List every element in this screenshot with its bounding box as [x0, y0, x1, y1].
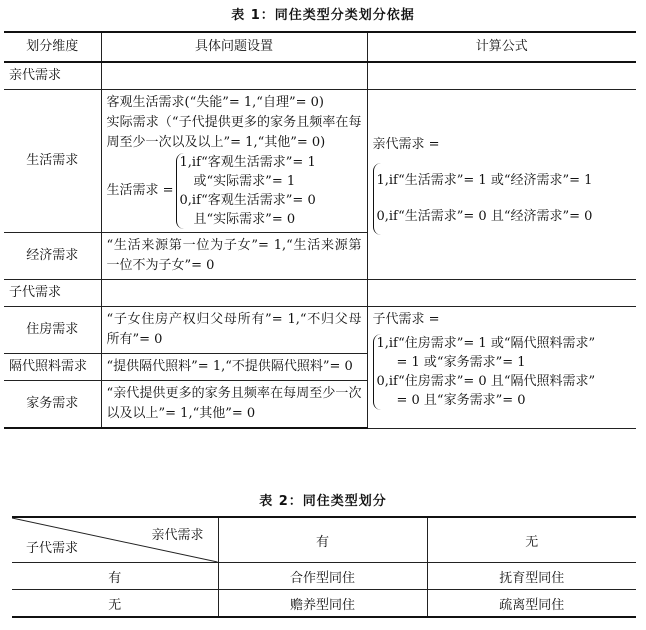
objective-need-text: 客观生活需求(“失能”= 1,“自理”= 0) — [106, 95, 324, 110]
life-need-row — [4, 90, 636, 233]
child-case2-line1: 0,if“住房需求”= 0 且“隔代照料需求” — [376, 374, 596, 389]
parent-case2: 0,if“生活需求”= 0 且“经济需求”= 0 — [376, 208, 593, 224]
cohabitation-type-table — [12, 516, 636, 618]
classification-basis-table — [4, 31, 636, 429]
parent-formula-cell — [367, 90, 636, 280]
life-case2-line1: 0,if“客观生活需求”= 0 — [179, 193, 316, 208]
child-formula-cell — [367, 307, 636, 429]
child-case2-line2: = 0 且“家务需求”= 0 — [396, 393, 526, 408]
life-case1-line2: 或“实际需求”= 1 — [193, 174, 296, 189]
childcare-need-dimension: 隔代照料需求 — [4, 354, 101, 381]
diagonal-corner-cell — [12, 517, 218, 563]
housing-need-row — [4, 307, 636, 354]
parent-section-row — [4, 62, 636, 90]
housing-need-setting: “子女住房产权归父母所有”= 1,“不归父母所有”= 0 — [101, 307, 367, 354]
life-need-piecewise — [107, 153, 362, 229]
type-nurturing: 抚育型同住 — [427, 563, 636, 590]
parent-formula-brace — [373, 163, 632, 235]
table2-caption: 表 2：同住类型划分 — [259, 494, 387, 509]
child-case1-line1: 1,if“住房需求”= 1 或“隔代照料需求” — [376, 336, 596, 351]
table2-header-row — [12, 517, 636, 563]
row-label-no: 无 — [12, 590, 218, 618]
life-need-dimension: 生活需求 — [4, 90, 101, 233]
corner-child-need: 子代需求 — [26, 541, 79, 556]
table2-row — [12, 563, 636, 590]
type-support: 赡养型同住 — [218, 590, 427, 618]
child-section-row — [4, 280, 636, 307]
actual-need-text: 实际需求（“子代提供更多的家务且频率在每周至少一次以及以上”= 1,“其他”= 0) — [106, 115, 362, 150]
header-setting: 具体问题设置 — [101, 32, 367, 62]
childcare-need-setting: “提供隔代照料”= 1,“不提供隔代照料”= 0 — [101, 354, 367, 381]
child-case1-line2: = 1 或“家务需求”= 1 — [396, 355, 526, 370]
econ-need-dimension: 经济需求 — [4, 233, 101, 280]
type-cooperative: 合作型同住 — [218, 563, 427, 590]
parent-formula-label: 亲代需求 = — [372, 136, 440, 152]
child-formula-brace — [373, 334, 632, 410]
chores-need-dimension: 家务需求 — [4, 381, 101, 429]
header-dimension: 划分维度 — [4, 32, 101, 62]
type-estranged: 疏离型同住 — [427, 590, 636, 618]
col-header-no: 无 — [427, 517, 636, 563]
chores-need-setting: “亲代提供更多的家务且频率在每周至少一次以及以上”= 1,“其他”= 0 — [101, 381, 367, 429]
table1-caption: 表 1：同住类型分类划分依据 — [231, 8, 415, 23]
child-formula-label: 子代需求 = — [372, 312, 440, 327]
life-need-setting — [101, 90, 367, 233]
row-label-yes: 有 — [12, 563, 218, 590]
parent-case1: 1,if“生活需求”= 1 或“经济需求”= 1 — [376, 172, 593, 188]
life-case2-line2: 且“实际需求”= 0 — [193, 212, 296, 227]
econ-need-setting: “生活来源第一位为子女”= 1,“生活来源第一位不为子女”= 0 — [101, 233, 367, 280]
housing-need-dimension: 住房需求 — [4, 307, 101, 354]
col-header-yes: 有 — [218, 517, 427, 563]
life-case1-line1: 1,if“客观生活需求”= 1 — [179, 155, 316, 170]
parent-section-label: 亲代需求 — [4, 62, 101, 90]
table1-header-row — [4, 32, 636, 62]
header-formula: 计算公式 — [367, 32, 636, 62]
life-need-brace — [176, 153, 316, 229]
life-need-formula-label: 生活需求 = — [106, 183, 174, 198]
table2-row — [12, 590, 636, 618]
corner-parent-need: 亲代需求 — [151, 528, 204, 543]
child-section-label: 子代需求 — [4, 280, 101, 307]
